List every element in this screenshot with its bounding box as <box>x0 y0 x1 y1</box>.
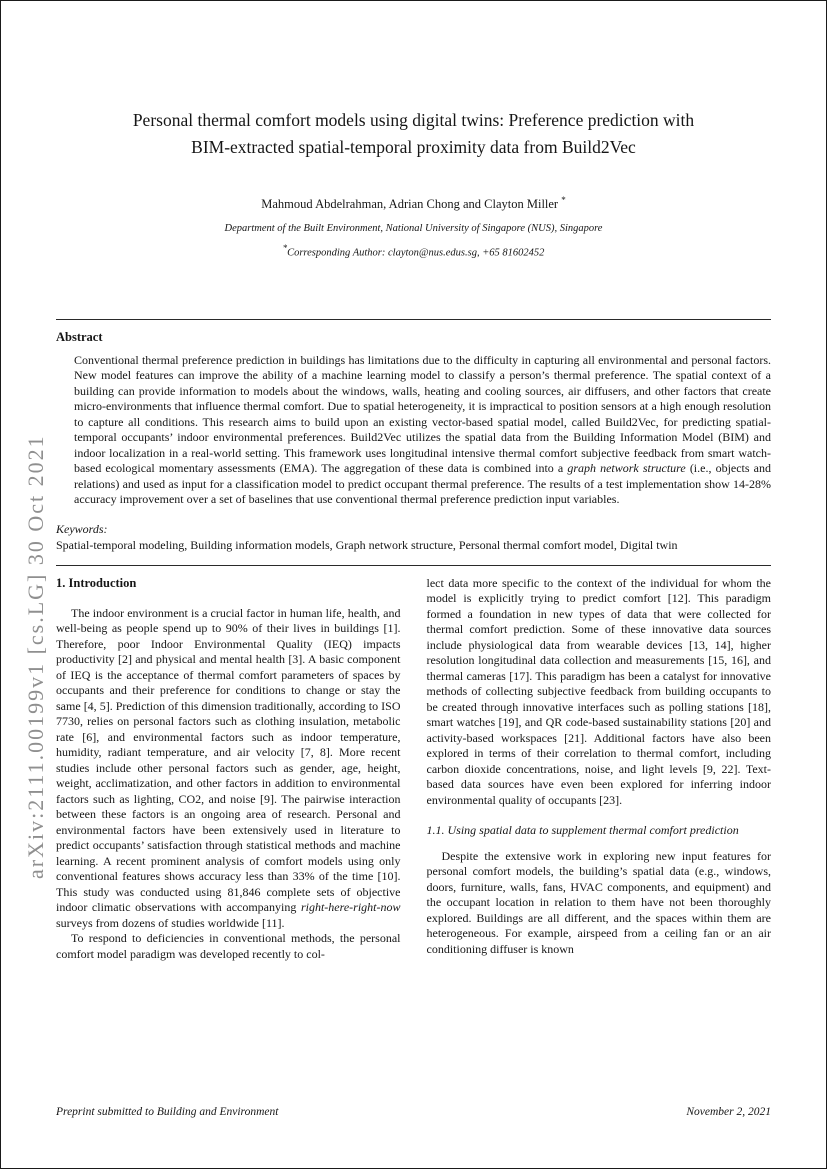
intro-paragraph-1-part-b: surveys from dozens of studies worldwide [11]. <box>56 915 285 930</box>
footer-preprint-note: Preprint submitted to Building and Environment <box>56 1106 279 1118</box>
corresponding-author-mark: * <box>561 195 566 205</box>
frontmatter-bottom-rule <box>56 565 771 566</box>
abstract-heading: Abstract <box>56 329 103 344</box>
intro-paragraph-1-part-a: The indoor environment is a crucial factor in human life, health, and well-being as people spend up to 90% of their lives in buildings [1]. Therefore, poor Indoor Environmental Quality (IEQ) impacts productivity [2] and physical and mental health [3]. A basic component of IEQ is the acceptance of thermal comfort parameters of spaces by occupants and their preference for conditions to change or stay the same [4, 5]. Prediction of this dimension traditionally, according to ISO 7730, relies on personal factors such as clothing insulation, metabolic rate [6], and environmental factors such as indoor temperature, humidity, radiant temperature, and air velocity [7, 8]. More recent studies include other personal factors such as gender, age, height, weight, acclimatization, and other factors in addition to environmental factors such as lighting, CO2, and noise [9]. The pairwise interaction between these factors is an ongoing area of research. Personal and environmental factors have been extensively used in literature to predict occupants’ satisfaction through statistical methods and machine learning. A recent prominent analysis of comfort models using only conventional features shows accuracy less than 33% of the time [10]. This study was conducted using 81,846 complete sets of objective indoor climatic observations with accompanying <box>56 605 401 915</box>
frontmatter <box>1 107 826 566</box>
intro-paragraph-1 <box>56 606 401 932</box>
abstract-text-part-2: (i.e., objects and relations) and used as input for a classification model to predict occupant thermal preference. The results of a test implementation show 14-28% accuracy improvement over a set of baselines that use conventional thermal preference prediction input variables. <box>74 461 771 507</box>
keywords-label: Keywords: <box>56 521 108 536</box>
subsection-heading-1-1: 1.1. Using spatial data to supplement thermal comfort prediction <box>426 823 739 838</box>
intro-paragraph-2: To respond to deficiencies in conventional methods, the personal comfort model paradigm was developed recently to col- <box>56 931 401 961</box>
arxiv-watermark: arXiv:2111.00199v1 [cs.LG] 30 Oct 2021 <box>23 434 48 879</box>
corresponding-mark: * <box>282 243 288 254</box>
right-column <box>427 576 772 963</box>
authors-names: Mahmoud Abdelrahman, Adrian Chong and Clayton Miller <box>261 197 559 212</box>
abstract-text <box>56 353 771 508</box>
abstract-italic-phrase: graph network structure <box>567 461 686 476</box>
paper-title-line-2: BIM-extracted spatial-temporal proximity data from Build2Vec <box>191 137 636 157</box>
page-footer <box>56 1106 771 1118</box>
intro-paragraph-1-italic: right-here-right-now <box>300 900 401 915</box>
right-column-paragraph-1: lect data more specific to the context of the individual for whom the model is explicitly trying to predict comfort [12]. This paradigm formed a foundation in new types of data that were collected for thermal comfort prediction. Some of these innovative data sources include physiological data from wearable devices [13, 14], higher resolution longitudinal data collection and measurements [15, 16], and thermal cameras [17]. This paradigm has been a catalyst for innovative methods of collecting subjective feedback from building occupants to be created through innovative interfaces such as polling stations [18], smart watches [19], and QR code-based sustainability stations [20] and activity-based workspaces [21]. Additional factors have also been explored in terms of their correlation to thermal comfort, including carbon dioxide concentrations, noise, and light levels [9, 22]. Text-based data sources have even been explored for inferring indoor environmental quality of occupants [23]. <box>426 575 771 807</box>
paper-title-line-1: Personal thermal comfort models using digital twins: Preference prediction with <box>132 110 695 130</box>
keywords-text: Spatial-temporal modeling, Building information models, Graph network structure, Personal thermal comfort model, Digital twin <box>56 537 678 552</box>
footer-date: November 2, 2021 <box>686 1106 771 1118</box>
section-heading-introduction: 1. Introduction <box>56 575 137 590</box>
authors-line <box>56 195 771 212</box>
abstract-text-part-1: Conventional thermal preference prediction in buildings has limitations due to the difficulty in capturing all environmental and personal factors. New model features can improve the ability of a machine learning model to classify a person’s thermal preference. The spatial context of a building can provide information to models about the windows, walls, heating and cooling sources, air diffusers, and other factors that create micro-environments that influence thermal comfort. Due to spatial heterogeneity, it is impractical to position sensors at a high enough resolution to capture all conditions. This research aims to build upon an existing vector-based spatial model, called Build2Vec, for predicting spatial-temporal occupants’ indoor environmental preferences. Build2Vec utilizes the spatial data from the Building Information Model (BIM) and indoor localization in a real-world setting. This framework uses longitudinal intensive thermal comfort subjective feedback from smart watch-based ecological momentary assessments (EMA). The aggregation of these data is combined into a <box>74 352 771 476</box>
abstract-top-rule <box>56 319 771 320</box>
keywords-block <box>56 521 771 553</box>
left-column <box>56 576 401 963</box>
paper-title <box>56 107 771 161</box>
two-column-body <box>1 576 826 963</box>
corresponding-author-line <box>56 243 771 259</box>
right-column-paragraph-2: Despite the extensive work in exploring new input features for personal comfort models, the building’s spatial data (e.g., windows, doors, furniture, walls, fans, HVAC components, and equipment) and the occupant location in relation to them have not been thoroughly explored. Buildings are all different, and the spaces within them are heterogeneous. For example, airspeed from a ceiling fan or an air conditioning diffuser is known <box>426 848 771 956</box>
affiliation-line: Department of the Built Environment, National University of Singapore (NUS), Singapore <box>224 223 603 235</box>
corresponding-text: Corresponding Author: clayton@nus.edus.sg, +65 81602452 <box>287 247 545 259</box>
